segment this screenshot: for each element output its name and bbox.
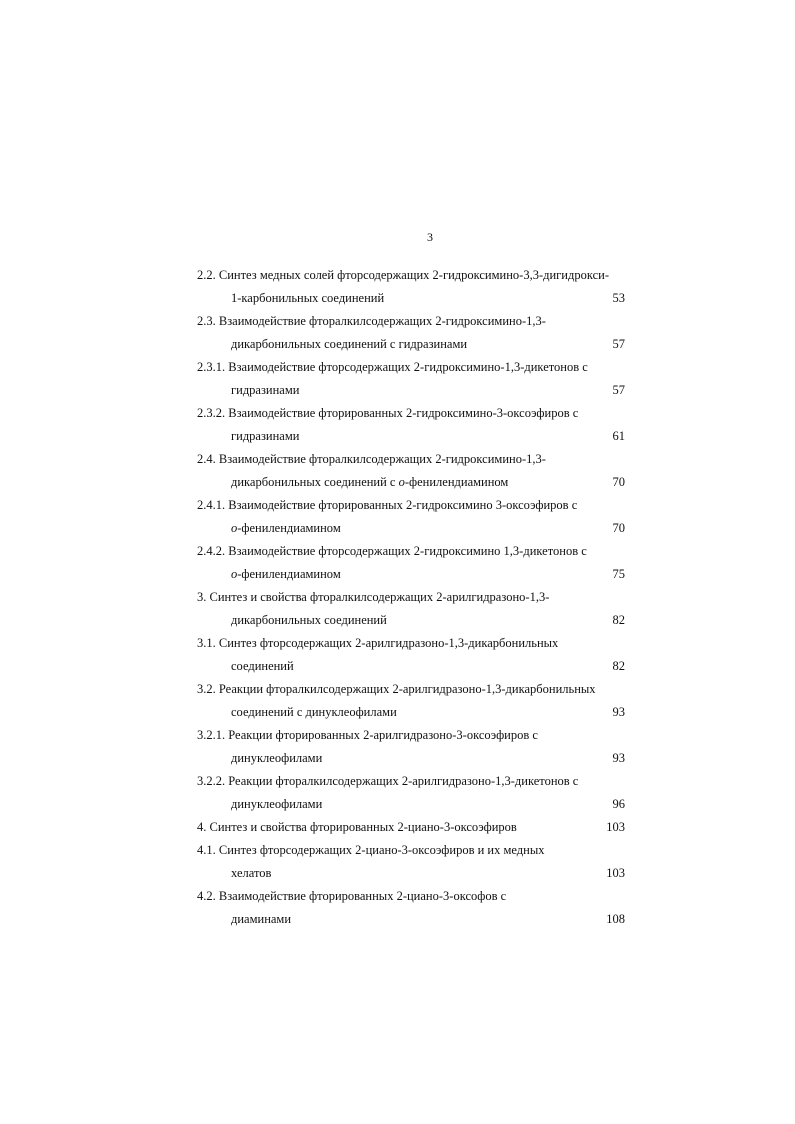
toc-title: 2.4.1. Взаимодействие фторированных 2-гидроксимино 3-оксоэфиров с bbox=[197, 498, 578, 512]
toc-line bbox=[197, 632, 637, 655]
toc-entry[interactable] bbox=[197, 310, 637, 356]
toc-title: 2.4.2. Взаимодействие фторсодержащих 2-гидроксимино 1,3-дикетонов с bbox=[197, 544, 587, 558]
toc-title: 3.1. Синтез фторсодержащих 2-арилгидразоно-1,3-дикарбонильных bbox=[197, 636, 559, 650]
toc-line bbox=[197, 724, 637, 747]
toc-page-number: 82 bbox=[612, 613, 625, 627]
toc-title: 2.2. Синтез медных солей фторсодержащих 2-гидроксимино-3,3-дигидрокси- bbox=[197, 268, 609, 282]
toc-line bbox=[197, 816, 637, 839]
table-of-contents bbox=[197, 264, 637, 931]
toc-entry[interactable] bbox=[197, 724, 637, 770]
toc-line bbox=[197, 287, 637, 310]
toc-title-cont: соединений с динуклеофилами bbox=[231, 705, 397, 719]
toc-title-cont: диаминами bbox=[231, 912, 292, 926]
toc-title-cont: гидразинами bbox=[231, 429, 300, 443]
toc-line bbox=[197, 678, 637, 701]
toc-title-cont: дикарбонильных соединений с bbox=[231, 475, 399, 489]
page-number: 3 bbox=[427, 230, 433, 244]
toc-page-number: 75 bbox=[612, 567, 625, 581]
toc-page-number: 61 bbox=[612, 429, 625, 443]
toc-line bbox=[197, 701, 637, 724]
toc-line bbox=[197, 540, 637, 563]
toc-line bbox=[197, 609, 637, 632]
toc-page-number: 108 bbox=[606, 912, 625, 926]
toc-title: 4.2. Взаимодействие фторированных 2-циано-3-оксофов с bbox=[197, 889, 507, 903]
toc-page-number: 70 bbox=[612, 475, 625, 489]
toc-entry[interactable] bbox=[197, 839, 637, 885]
toc-title-cont: -фенилендиамином bbox=[404, 475, 509, 489]
toc-page-number: 70 bbox=[612, 521, 625, 535]
toc-line bbox=[197, 264, 637, 287]
toc-title: 2.4. Взаимодействие фторалкилсодержащих 2-гидроксимино-1,3- bbox=[197, 452, 546, 466]
toc-line bbox=[197, 793, 637, 816]
toc-line bbox=[197, 747, 637, 770]
toc-title: 3.2. Реакции фторалкилсодержащих 2-арилгидразоно-1,3-дикарбонильных bbox=[197, 682, 596, 696]
toc-line bbox=[197, 563, 637, 586]
toc-entry[interactable] bbox=[197, 540, 637, 586]
toc-page-number: 57 bbox=[612, 337, 625, 351]
toc-title: 3. Синтез и свойства фторалкилсодержащих 2-арилгидразоно-1,3- bbox=[197, 590, 550, 604]
toc-line bbox=[197, 356, 637, 379]
toc-page-number: 53 bbox=[612, 291, 625, 305]
toc-line bbox=[197, 517, 637, 540]
toc-title-cont: динуклеофилами bbox=[231, 797, 323, 811]
toc-title-cont: гидразинами bbox=[231, 383, 300, 397]
toc-title: 2.3.2. Взаимодействие фторированных 2-гидроксимино-3-оксоэфиров с bbox=[197, 406, 579, 420]
toc-entry[interactable] bbox=[197, 264, 637, 310]
toc-entry[interactable] bbox=[197, 885, 637, 931]
toc-title-cont: дикарбонильных соединений с гидразинами bbox=[231, 337, 468, 351]
toc-line bbox=[197, 333, 637, 356]
toc-line bbox=[197, 885, 637, 908]
toc-entry[interactable] bbox=[197, 586, 637, 632]
toc-line bbox=[197, 448, 637, 471]
toc-title-cont: дикарбонильных соединений bbox=[231, 613, 387, 627]
toc-title-italic: о bbox=[231, 567, 238, 581]
toc-entry[interactable] bbox=[197, 356, 637, 402]
toc-line bbox=[197, 494, 637, 517]
toc-title: 2.3. Взаимодействие фторалкилсодержащих 2-гидроксимино-1,3- bbox=[197, 314, 546, 328]
toc-entry[interactable] bbox=[197, 632, 637, 678]
toc-title-cont: динуклеофилами bbox=[231, 751, 323, 765]
toc-title-cont: хелатов bbox=[231, 866, 272, 880]
toc-page-number: 57 bbox=[612, 383, 625, 397]
toc-line bbox=[197, 839, 637, 862]
toc-title: 4. Синтез и свойства фторированных 2-циано-3-оксоэфиров bbox=[197, 820, 517, 834]
toc-page-number: 93 bbox=[612, 751, 625, 765]
toc-page-number: 103 bbox=[606, 820, 625, 834]
toc-page-number: 96 bbox=[612, 797, 625, 811]
toc-title-cont: -фенилендиамином bbox=[237, 567, 341, 581]
toc-title-cont: 1-карбонильных соединений bbox=[231, 291, 385, 305]
toc-title-cont: соединений bbox=[231, 659, 294, 673]
toc-entry[interactable] bbox=[197, 816, 637, 839]
toc-line bbox=[197, 402, 637, 425]
toc-title-italic: о bbox=[398, 475, 405, 489]
toc-title: 3.2.2. Реакции фторалкилсодержащих 2-арилгидразоно-1,3-дикетонов с bbox=[197, 774, 579, 788]
toc-line bbox=[197, 770, 637, 793]
toc-entry[interactable] bbox=[197, 770, 637, 816]
toc-line bbox=[197, 425, 637, 448]
toc-line bbox=[197, 471, 637, 494]
toc-title-cont: -фенилендиамином bbox=[237, 521, 341, 535]
toc-title: 4.1. Синтез фторсодержащих 2-циано-3-оксоэфиров и их медных bbox=[197, 843, 545, 857]
toc-line bbox=[197, 310, 637, 333]
toc-title: 3.2.1. Реакции фторированных 2-арилгидразоно-3-оксоэфиров с bbox=[197, 728, 538, 742]
toc-page-number: 82 bbox=[612, 659, 625, 673]
toc-line bbox=[197, 862, 637, 885]
toc-entry[interactable] bbox=[197, 402, 637, 448]
toc-line bbox=[197, 586, 637, 609]
toc-entry[interactable] bbox=[197, 494, 637, 540]
toc-line bbox=[197, 379, 637, 402]
toc-entry[interactable] bbox=[197, 678, 637, 724]
toc-page-number: 103 bbox=[606, 866, 625, 880]
toc-title-italic: о bbox=[231, 521, 238, 535]
toc-entry[interactable] bbox=[197, 448, 637, 494]
toc-line bbox=[197, 655, 637, 678]
toc-line bbox=[197, 908, 637, 931]
toc-title: 2.3.1. Взаимодействие фторсодержащих 2-гидроксимино-1,3-дикетонов с bbox=[197, 360, 588, 374]
toc-page-number: 93 bbox=[612, 705, 625, 719]
